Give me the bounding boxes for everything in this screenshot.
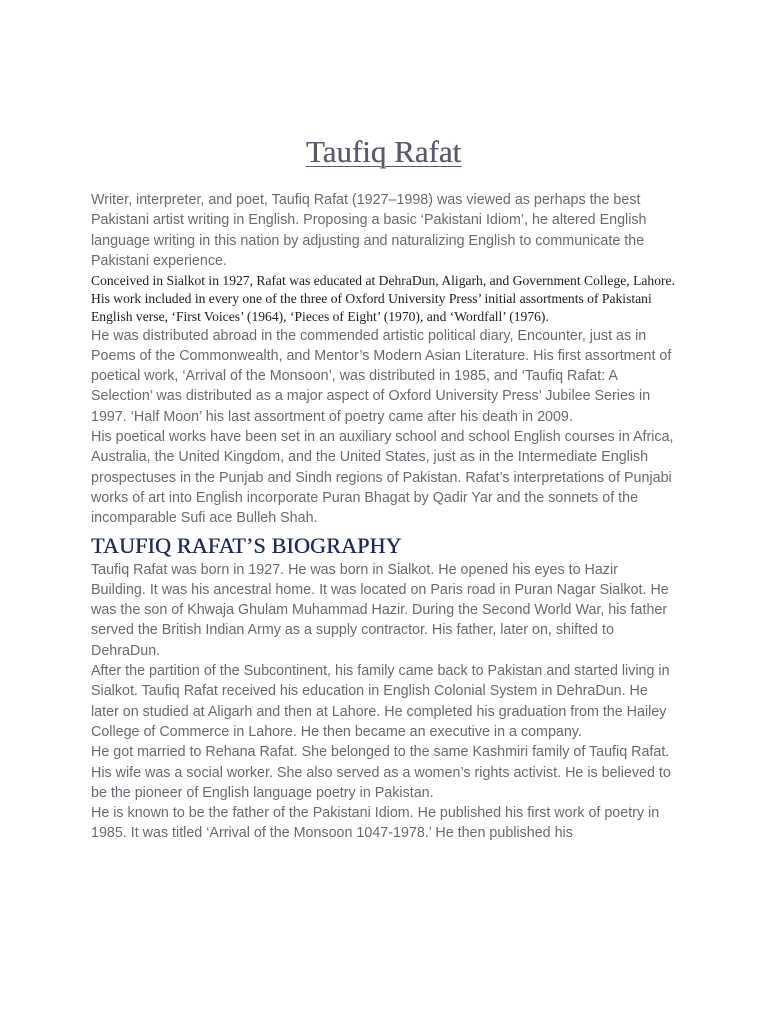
intro-paragraph-1: Writer, interpreter, and poet, Taufiq Rafat (1927–1998) was viewed as perhaps the best Pakistani artist writing in English. Proposing a basic ‘Pakistani Idiom’, he altered English language writing in this nation by adjusting and naturalizing English to communicate the Pakistani experience. [91, 192, 647, 269]
document-title: Taufiq Rafat [305, 134, 462, 169]
bio-paragraph-2: After the partition of the Subcontinent, his family came back to Pakistan and started living in Sialkot. Taufiq Rafat received his education in English Colonial System in DehraDun. He later on studied at Aligarh and then at Lahore. He completed his graduation from the Hailey College of Commerce in Lahore. He then became an executive in a company. [91, 663, 670, 740]
bio-paragraph-3: He got married to Rehana Rafat. She belonged to the same Kashmiri family of Taufiq Rafat. His wife was a social worker. She also served as a women’s rights activist. He is believed to be the pioneer of English language poetry in Pakistan. [91, 744, 671, 801]
bio-paragraph-1: Taufiq Rafat was born in 1927. He was born in Sialkot. He opened his eyes to Hazir Building. It was his ancestral home. It was located on Paris road in Puran Nagar Sialkot. He was the son of Khwaja Ghulam Muhammad Hazir. During the Second World War, his father served the British Indian Army as a supply contractor. His father, later on, shifted to DehraDun. [91, 561, 669, 659]
intro-paragraph-3: He was distributed abroad in the commended artistic political diary, Encounter, just as in Poems of the Commonwealth, and Mentor’s Modern Asian Literature. His first assortment of poetical work, ‘Arrival of the Monsoon’, was distributed in 1985, and ‘Taufiq Rafat: A Selection’ was distributed as a major aspect of Oxford University Press’ Jubilee Series in 1997. ‘Half Moon’ his last assortment of poetry came after his death in 2009. [91, 327, 672, 425]
section-heading-biography: TAUFIQ RAFAT’S BIOGRAPHY [91, 532, 402, 558]
intro-paragraph-4: His poetical works have been set in an auxiliary school and school English courses in Africa, Australia, the United Kingdom, and the United States, just as in the Intermediate English prospectuses in the Punjab and Sindh regions of Pakistan. Rafat’s interpretations of Punjabi works of art into English incorporate Puran Bhagat by Qadir Yar and the sonnets of the incomparable Sufi ace Bulleh Shah. [91, 429, 674, 527]
bio-paragraph-4: He is known to be the father of the Pakistani Idiom. He published his first work of poetry in 1985. It was titled ‘Arrival of the Monsoon 1047-1978.’ He then published his [91, 805, 660, 842]
intro-paragraph-2: Conceived in Sialkot in 1927, Rafat was educated at DehraDun, Aligarh, and Government College, Lahore. His work included in every one of the three of Oxford University Press’ initial assortments of Pakistani English verse, ‘First Voices’ (1964), ‘Pieces of Eight’ (1970), and ‘Wordfall’ (1976). [91, 273, 675, 324]
